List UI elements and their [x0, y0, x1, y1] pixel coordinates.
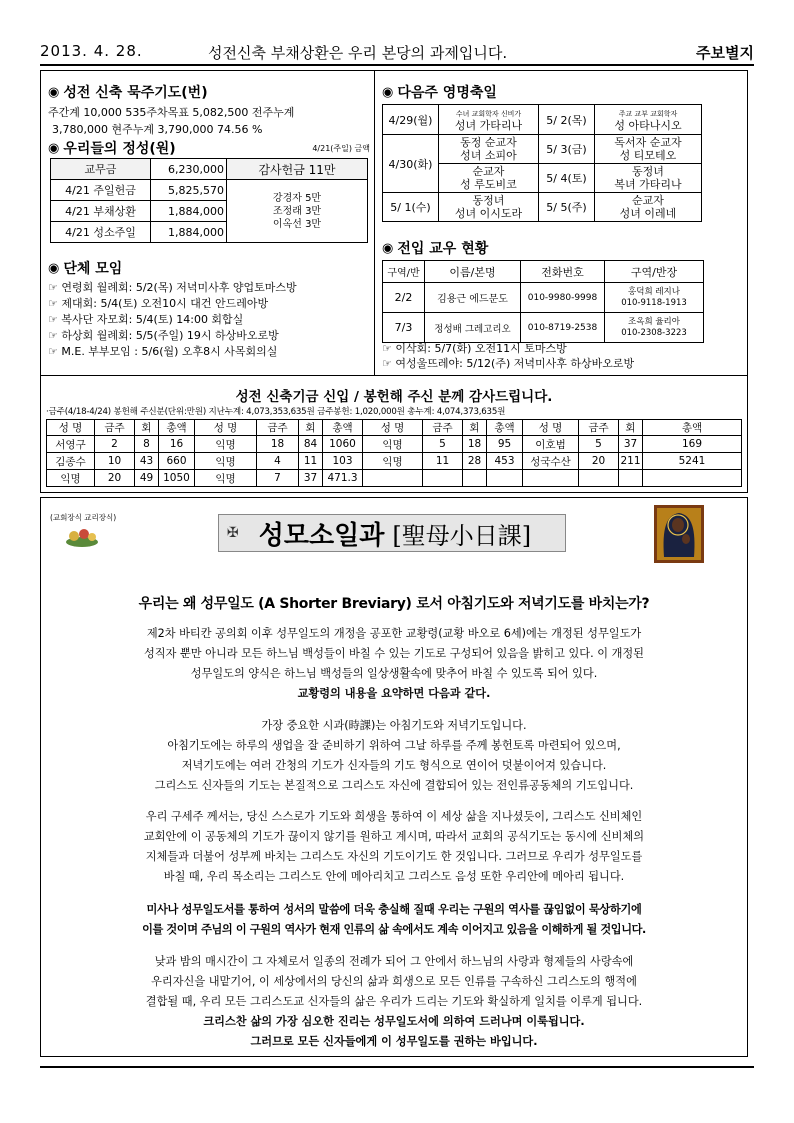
transfer-header: 구역/반: [383, 261, 425, 283]
feast-date: 5/ 1(수): [383, 193, 439, 222]
bookmark-icon: ☞: [48, 313, 58, 326]
top-horizontal-divider: [40, 375, 748, 376]
footer-rule: [40, 1066, 754, 1068]
header-slogan: 성전신축 부채상환은 우리 본당의 과제입니다.: [208, 44, 508, 62]
offering-label: 4/21 부채상환: [51, 201, 151, 222]
transfer-phone: 010-9980-9998: [521, 283, 605, 313]
header: [40, 42, 754, 64]
paragraph-5: 낮과 밤의 매시간이 그 자체로서 일종의 전례가 되어 그 안에서 하느님의 사랑과 형제들의 사랑속에 우리자신을 내맡기어, 이 세상에서의 당신의 삶과 희생으로 모든 인류를 구속하신 그리스도의 행적에 결합될 때, 우리 모든 그리스도교 신자들의 삶은 우리가 드리는 기도와 확실하게 일치를 이루게 됩니다. 크리스찬 삶의 가장 심오한 진리는 성무일도서에 의하여 드러나며 이룩됩니다. 그러므로 모든 신자들에게 이 성무일도를 권하는 바입니다.: [145, 955, 643, 1048]
top-vertical-divider: [374, 70, 375, 375]
offering-label: 4/21 주일헌금: [51, 180, 151, 201]
breviary-title-bar: [218, 514, 566, 552]
feast-date: 5/ 3(금): [539, 135, 595, 164]
transfer-leader: 홍덕희 레지나 010-9118-1913: [605, 283, 704, 313]
offering-amount: 1,884,000: [151, 201, 227, 222]
feast-name: 독서자 순교자 성 티모테오: [595, 135, 702, 164]
transfer-title: ◉ 전입 교우 현황: [382, 240, 489, 257]
madonna-icon: [654, 505, 704, 563]
target-icon: ◉: [382, 84, 394, 100]
bookmark-icon: ☞: [48, 345, 58, 358]
feast-date: 5/ 2(목): [539, 105, 595, 135]
offering-table: [50, 158, 368, 243]
breviary-title-cn: [聖母小日課]: [392, 521, 532, 550]
thanks-list: 강경자 5만 조정래 3만 이옥선 3만: [227, 180, 368, 243]
feast-name: 주교 교부 교회학자 성 아타나시오: [595, 105, 702, 135]
transfer-name: 정성배 그레고리오: [425, 313, 521, 343]
group-item: ☞ 하상회 월례회: 5/5(주일) 19시 하상바오로방: [48, 329, 279, 342]
novena-title: ◉ 성전 신축 묵주기도(번): [48, 84, 208, 101]
donation-header-row: 성 명 금주 회 총액 성 명 금주 회 총액 성 명 금주 회 총액 성 명 금주 회 총액: [47, 420, 742, 436]
header-tag: 주보별지: [696, 44, 754, 62]
transfer-note: ☞ 여성울뜨레야: 5/12(주) 저녁미사후 하상바오로방: [382, 357, 635, 370]
donation-summary: ·금주(4/18-4/24) 봉헌해 주신분(단위:만원) 지난누계: 4,073,353,635원 금주봉헌: 1,020,000원 총누계: 4,074,373,635원: [46, 407, 506, 417]
offering-label: 교무금: [51, 159, 151, 180]
transfer-phone: 010-8719-2538: [521, 313, 605, 343]
feast-name: 순교자 성녀 이레네: [595, 193, 702, 222]
feast-title: ◉ 다음주 영명축일: [382, 84, 497, 101]
donation-title: 성전 신축기금 신입 / 봉헌해 주신 분께 감사드립니다.: [235, 389, 553, 405]
issue-date: 2013. 4. 28.: [40, 42, 143, 60]
bookmark-icon: ☞: [382, 357, 392, 370]
feast-name: 동정녀 복녀 가타리나: [595, 164, 702, 193]
offering-amount: 5,825,570: [151, 180, 227, 201]
groups-title: ◉ 단체 모임: [48, 260, 123, 277]
donation-row: 서영구 2 8 16 익명 18 84 1060 익명 5 18 95 이호범 5 37 169: [47, 436, 742, 453]
bookmark-icon: ☞: [48, 281, 58, 294]
transfer-zone: 7/3: [383, 313, 425, 343]
decoration-icon: [62, 525, 102, 549]
feast-name: 동정녀 성녀 이시도라: [439, 193, 539, 222]
group-item: ☞ 복사단 자모회: 5/4(토) 14:00 회합실: [48, 313, 244, 326]
bookmark-icon: ☞: [382, 342, 392, 355]
transfer-section: [382, 238, 742, 258]
transfer-note: ☞ 이삭회: 5/7(화) 오전11시 토마스방: [382, 342, 567, 355]
feast-date: 5/ 5(주): [539, 193, 595, 222]
transfer-header: 전화번호: [521, 261, 605, 283]
paragraph-3: 우리 구세주 께서는, 당신 스스로가 기도와 희생을 통하여 이 세상 삶을 지나셨듯이, 그리스도 신비체인 교회안에 이 공동체의 기도가 끊이지 않기를 원하고 계시며, 따라서 교회의 공식기도는 동시에 신비체의 지체들과 더불어 성부께 바치는 그리스도 자신의 기도이기도 한 것입니다. 그러므로 우리가 성무일도를 바칠 때, 우리 목소리는 그리스도 안에 메아리치고 그리스도 음성 또한 우리안에 메아리 됩니다.: [143, 810, 645, 883]
feast-section: [382, 82, 742, 102]
donation-row: 김종수 10 43 660 익명 4 11 103 익명 11 28 453 성국수산 20 211 5241: [47, 453, 742, 470]
breviary-title: 성모소일과: [258, 520, 385, 551]
group-item: ☞ 제대회: 5/4(토) 오전10시 대건 안드레아방: [48, 297, 269, 310]
transfer-table: [382, 260, 704, 343]
target-icon: ◉: [382, 240, 394, 256]
group-item: ☞ M.E. 부부모임 : 5/6(월) 오후8시 사목회의실: [48, 345, 278, 358]
breviary-question: 우리는 왜 성무일도 (A Shorter Breviary) 로서 아침기도와 저녁기도를 바치는가?: [138, 596, 650, 612]
feast-name: 수녀 교회학자 신비가 성녀 가타리나: [439, 105, 539, 135]
cross-icon: ✠: [227, 525, 239, 541]
offering-title: ◉ 우리들의 정성(원) 4/21(주일) 금액: [48, 140, 370, 157]
offering-section: [48, 138, 370, 158]
transfer-header: 이름/본명: [425, 261, 521, 283]
offering-amount: 1,884,000: [151, 222, 227, 243]
target-icon: ◉: [48, 260, 60, 276]
groups-section: [48, 258, 370, 360]
transfer-name: 김용근 에드문도: [425, 283, 521, 313]
paragraph-2: 가장 중요한 시과(時課)는 아침기도와 저녁기도입니다. 아침기도에는 하루의 생업을 잘 준비하기 위하여 그날 하루를 주께 봉헌토록 마련되어 있으며, 저녁기도에는 여러 간청의 기도가 신자들의 기도 형식으로 연이어 덧붙이어져 있습니다. 그리스도 신자들의 기도는 본질적으로 그리스도 자신에 결합되어 있는 전인류공동체의 기도입니다.: [154, 719, 634, 792]
target-icon: ◉: [48, 84, 60, 100]
offering-label: 4/21 성소주일: [51, 222, 151, 243]
feast-name: 순교자 성 루도비코: [439, 164, 539, 193]
offering-amount: 6,230,000: [151, 159, 227, 180]
transfer-leader: 조옥희 율리아 010-2308-3223: [605, 313, 704, 343]
feast-name: 동정 순교자 성녀 소피아: [439, 135, 539, 164]
donation-table: [46, 419, 742, 487]
feast-date: 4/30(화): [383, 135, 439, 193]
feast-table: [382, 104, 702, 222]
offering-note: 4/21(주일) 금액: [312, 143, 370, 153]
thanks-title: 감사헌금 11만: [227, 159, 368, 180]
novena-line2: 3,780,000 현주누계 3,790,000 74.56 %: [52, 123, 263, 136]
feast-date: 5/ 4(토): [539, 164, 595, 193]
transfer-zone: 2/2: [383, 283, 425, 313]
donation-row: 익명 20 49 1050 익명 7 37 471.3: [47, 470, 742, 487]
novena-line1: 주간계 10,000 535주차목표 5,082,500 전주누계: [48, 106, 295, 119]
novena-section: [48, 82, 370, 137]
target-icon: ◉: [48, 140, 60, 156]
feast-date: 4/29(월): [383, 105, 439, 135]
header-rule: [40, 64, 754, 66]
bookmark-icon: ☞: [48, 329, 58, 342]
paragraph-4: 미사나 성무일도서를 통하여 성서의 말씀에 더욱 충실해 질때 우리는 구원의 역사를 끊임없이 묵상하기에 이를 것이며 주님의 이 구원의 역사가 현재 인류의 삶 속에서도 계속 이어지고 있음을 이해하게 될 것입니다.: [142, 903, 646, 936]
paragraph-1: 제2차 바티칸 공의회 이후 성무일도의 개정을 공포한 교황령(교황 바오로 6세)에는 개정된 성무일도가 성직자 뿐만 아니라 모든 하느님 백성들이 바칠 수 있는 기도로 구성되어 있음을 밝히고 있다. 이 개정된 성무일도의 양식은 하느님 백성들의 일상생활속에 맞추어 바칠 수 있도록 되어 있다. 교황령의 내용을 요약하면 다음과 같다.: [144, 627, 644, 700]
group-item: ☞ 연령회 월례회: 5/2(목) 저녁미사후 양업토마스방: [48, 281, 297, 294]
transfer-notes: [382, 341, 744, 371]
breviary-badge: (교회장식 교리장식): [50, 513, 117, 522]
bookmark-icon: ☞: [48, 297, 58, 310]
transfer-header: 구역/반장: [605, 261, 704, 283]
